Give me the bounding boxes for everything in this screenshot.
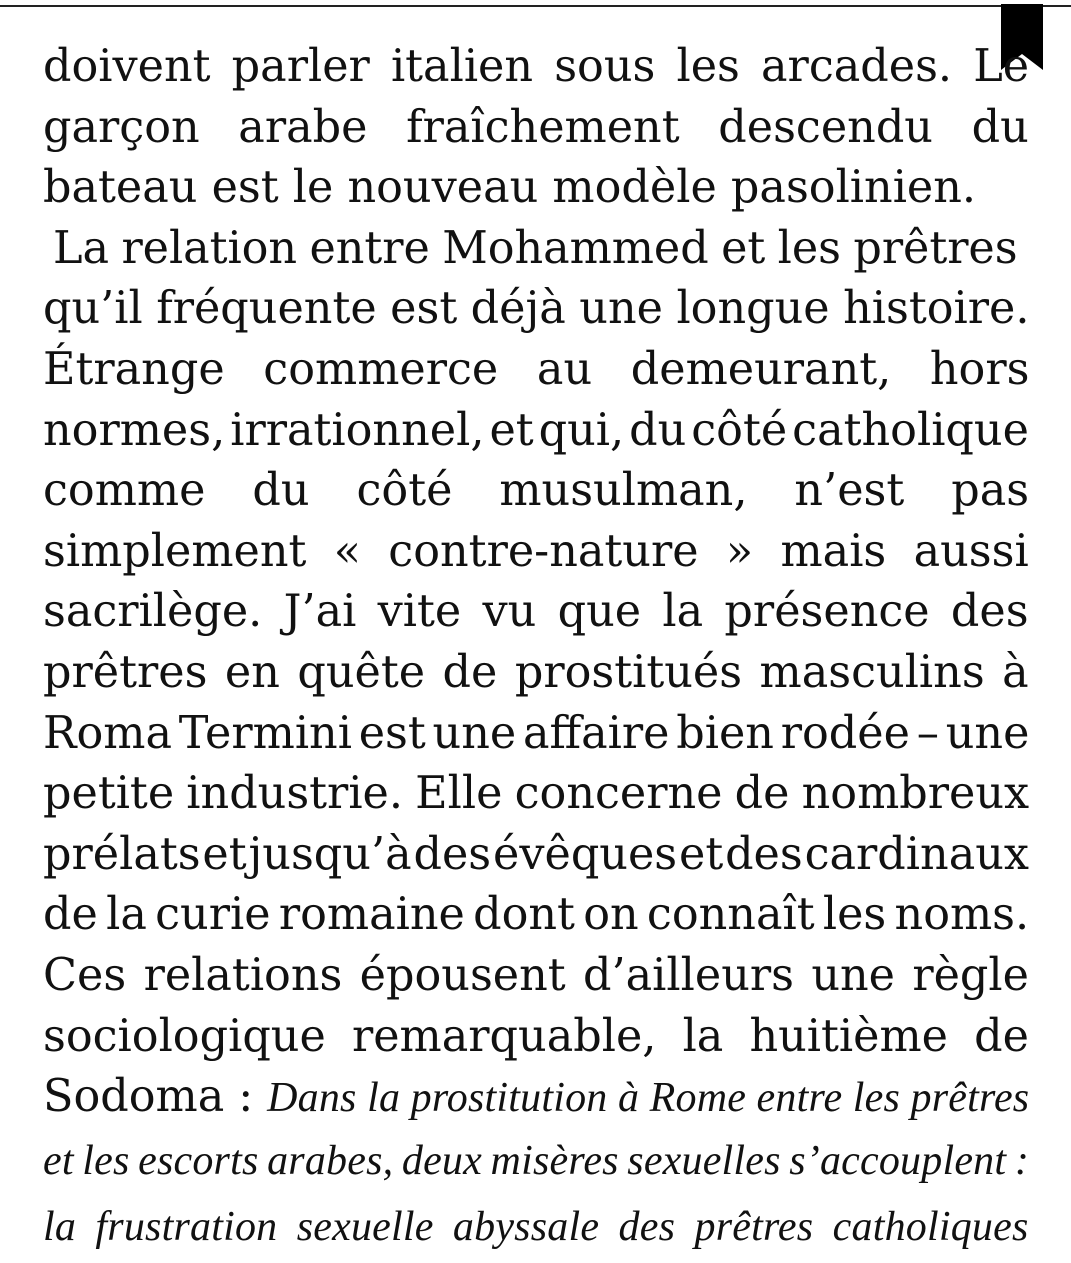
text-line: bateau est le nouveau modèle pasolinien. (43, 162, 977, 214)
text-line: de la curie romaine dont on connaît les noms. (43, 889, 1030, 941)
text-line: prélats et jusqu’à des évêques et des cardinaux (43, 828, 1029, 880)
text-line: petite industrie. Elle concerne de nombreux (43, 768, 1030, 820)
book-page (43, 37, 1029, 1260)
text-line: comme du côté musulman, n’est pas (43, 465, 1030, 517)
text-line: doivent parler italien sous les arcades. Le (43, 41, 1030, 92)
text-line: prêtres en quête de prostitués masculins à (43, 646, 1029, 698)
roman-text: Sodoma : (43, 1071, 268, 1123)
text-line: sacrilège. J’ai vite vu que la présence des (43, 586, 1029, 638)
italic-line: et les escorts arabes, deux misères sexuelles s’accouplent : (43, 1137, 1029, 1184)
text-line: normes, irrationnel, et qui, du côté catholique (43, 404, 1029, 456)
text-line: simplement « contre-nature » mais aussi (43, 525, 1029, 577)
italic-text: Dans la prostitution à Rome entre les prêtres (267, 1075, 1030, 1122)
text-line: Ces relations épousent d’ailleurs une règle (43, 949, 1029, 1001)
italic-line: la frustration sexuelle abyssale des prêtres catholiques (43, 1203, 1029, 1250)
text-line-mixed (43, 1067, 1029, 1128)
text-line: Roma Termini est une affaire bien rodée – une (43, 707, 1030, 759)
text-line: qu’il fréquente est déjà une longue histoire. (43, 283, 1030, 335)
top-border (0, 5, 1071, 7)
text-line: sociologique remarquable, la huitième de (43, 1010, 1029, 1062)
text-line: garçon arabe fraîchement descendu du (43, 101, 1029, 153)
text-line: Étrange commerce au demeurant, hors (43, 343, 1030, 395)
text-line: La relation entre Mohammed et les prêtres (53, 222, 1018, 274)
